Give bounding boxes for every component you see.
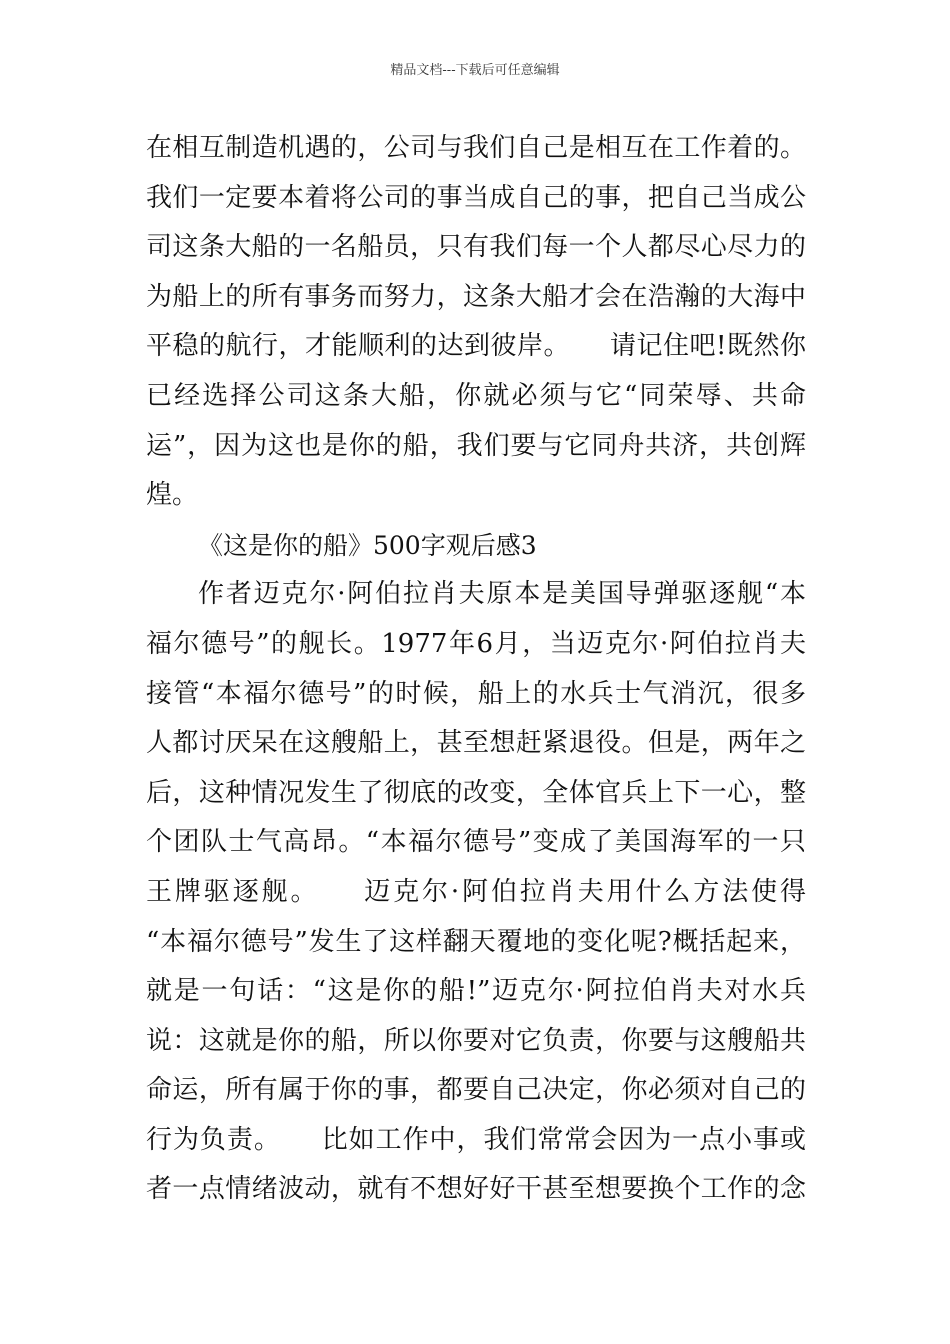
text-line: 已经选择公司这条大船，你就必须与它“同荣辱、共命 — [146, 380, 806, 411]
text-line: 平稳的航行，才能顺利的达到彼岸。 请记住吧!既然你 — [146, 331, 806, 362]
paragraph-1 — [146, 124, 806, 521]
page-header: 精品文档---下载后可任意编辑 — [390, 63, 560, 78]
text-line: 命运，所有属于你的事，都要自己决定，你必须对自己的 — [146, 1075, 806, 1106]
text-line: 个团队士气高昂。“本福尔德号”变成了美国海军的一只 — [146, 827, 806, 858]
text-line: 接管“本福尔德号”的时候，船上的水兵士气消沉，很多 — [146, 678, 806, 709]
text-line: 行为负责。 比如工作中，我们常常会因为一点小事或 — [146, 1124, 806, 1155]
text-line: 人都讨厌呆在这艘船上，甚至想赶紧退役。但是，两年之 — [146, 728, 806, 759]
text-line: 就是一句话：“这是你的船!”迈克尔·阿拉伯肖夫对水兵 — [146, 976, 806, 1007]
section-heading — [146, 521, 806, 571]
text-line: “本福尔德号”发生了这样翻天覆地的变化呢?概括起来， — [146, 926, 806, 957]
paragraph-2 — [146, 570, 806, 1215]
text-line: 我们一定要本着将公司的事当成自己的事，把自己当成公 — [146, 182, 806, 213]
text-line: 运”，因为这也是你的船，我们要与它同舟共济，共创辉 — [146, 430, 806, 461]
text-line: 说：这就是你的船，所以你要对它负责，你要与这艘船共 — [146, 1025, 806, 1056]
text-line: 后，这种情况发生了彻底的改变，全体官兵上下一心，整 — [146, 777, 806, 808]
text-line: 王牌驱逐舰。 迈克尔·阿伯拉肖夫用什么方法使得 — [146, 876, 806, 907]
text-line: 司这条大船的一名船员，只有我们每一个人都尽心尽力的 — [146, 232, 806, 263]
text-line: 为船上的所有事务而努力，这条大船才会在浩瀚的大海中 — [146, 281, 806, 312]
text-line: 煌。 — [146, 480, 199, 511]
text-line: 作者迈克尔·阿伯拉肖夫原本是美国导弹驱逐舰“本 — [198, 579, 806, 610]
document-body — [146, 124, 806, 1215]
text-line: 者一点情绪波动，就有不想好好干甚至想要换个工作的念 — [146, 1174, 806, 1205]
text-line: 福尔德号”的舰长。1977年6月，当迈克尔·阿伯拉肖夫 — [146, 628, 806, 659]
text-line: 在相互制造机遇的，公司与我们自己是相互在工作着的。 — [146, 133, 806, 163]
section-title: 《这是你的船》500字观后感3 — [198, 530, 537, 560]
